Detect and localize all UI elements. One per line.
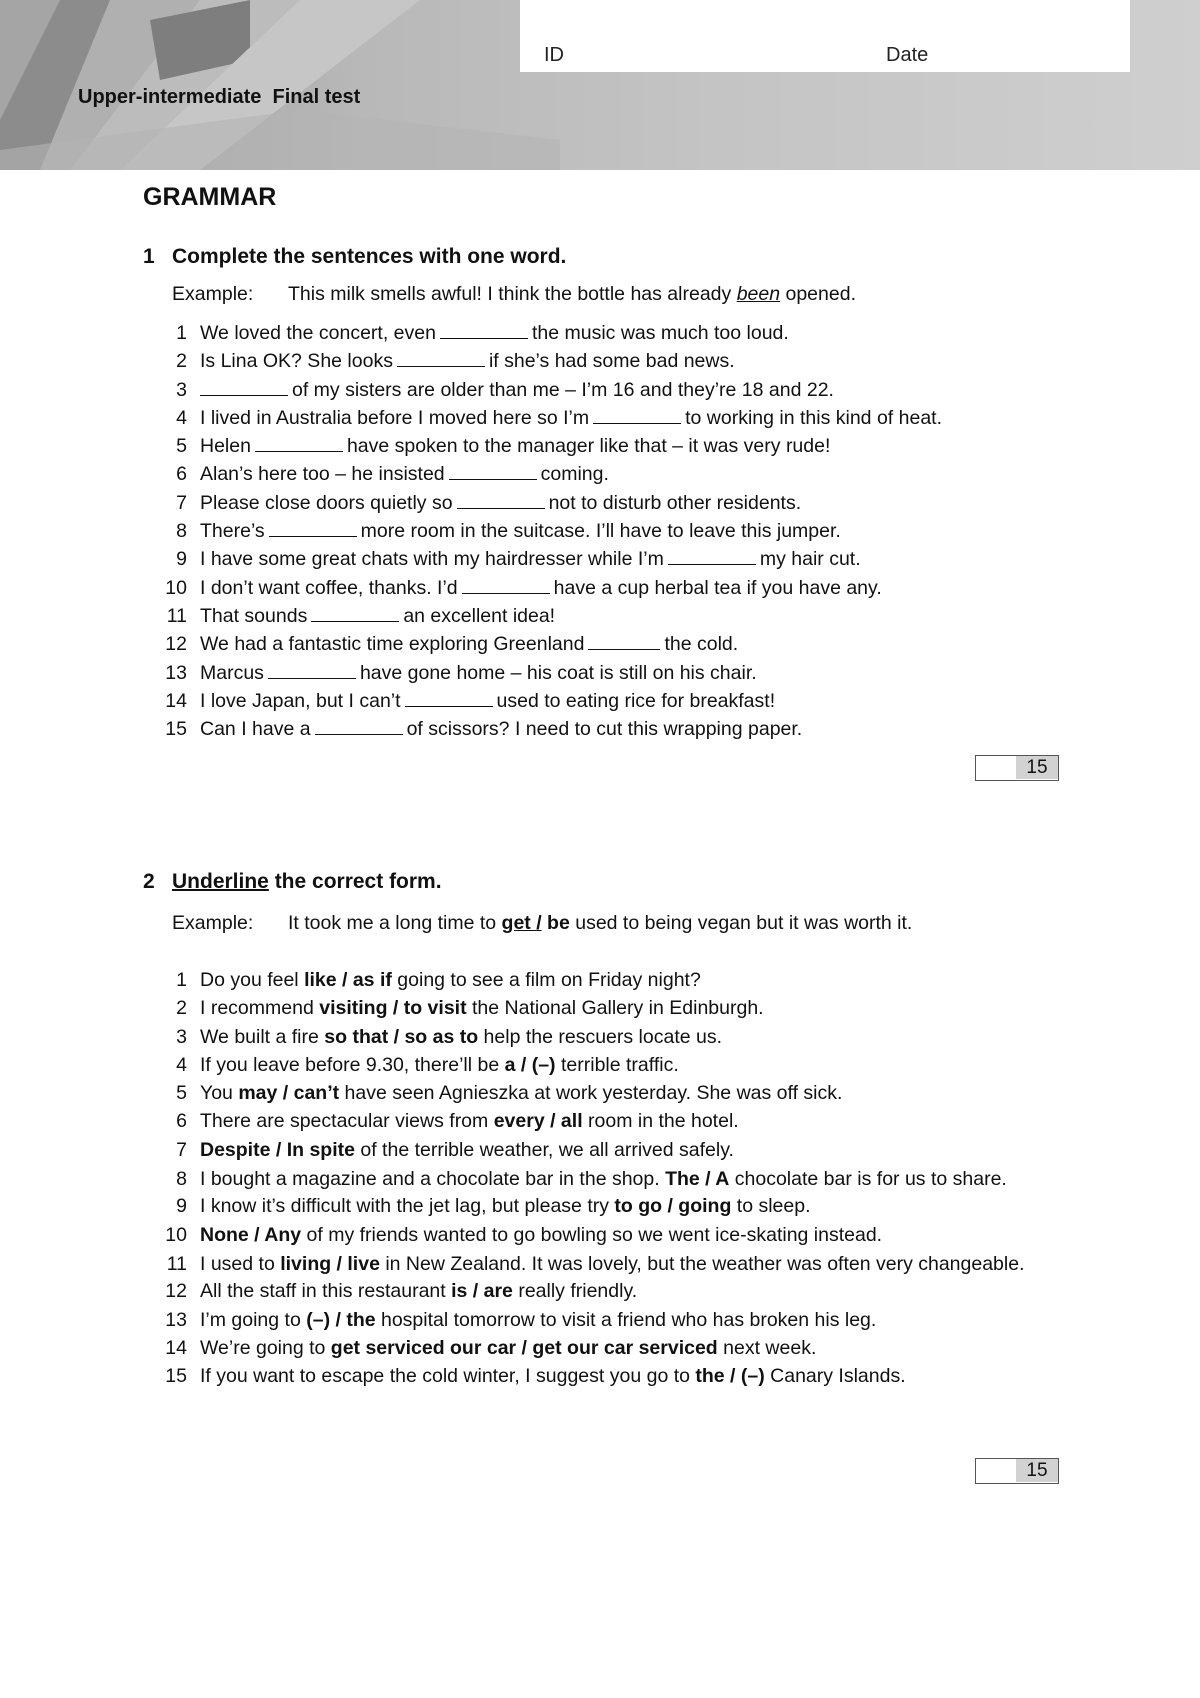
answer-options[interactable]: every / all bbox=[493, 1110, 583, 1133]
gapfill-item bbox=[155, 603, 942, 631]
item-text: There’s more room in the suitcase. I’ll have to leave this jumper. bbox=[200, 520, 841, 543]
item-text: That sounds an excellent idea! bbox=[200, 604, 556, 627]
answer-options[interactable]: may / can’t bbox=[238, 1082, 340, 1105]
answer-blank[interactable] bbox=[449, 463, 537, 480]
gapfill-item bbox=[155, 660, 942, 688]
date-label: Date bbox=[886, 44, 929, 66]
answer-options[interactable]: None / Any bbox=[200, 1223, 302, 1246]
gapfill-item bbox=[155, 716, 942, 744]
item-text: I bought a magazine and a chocolate bar in the shop. The / A chocolate bar is for us to share. bbox=[200, 1168, 1007, 1191]
item-text: Despite / In spite of the terrible weather, we all arrived safely. bbox=[200, 1138, 734, 1161]
item-number: 4 bbox=[176, 406, 187, 429]
id-label: ID bbox=[544, 44, 564, 66]
answer-blank[interactable] bbox=[405, 690, 493, 707]
item-number: 9 bbox=[176, 548, 187, 571]
item-number: 10 bbox=[165, 576, 187, 599]
answer-blank[interactable] bbox=[440, 322, 528, 339]
gapfill-item bbox=[155, 575, 942, 603]
choice-item bbox=[155, 1363, 1105, 1391]
answer-blank[interactable] bbox=[593, 407, 681, 424]
item-number: 13 bbox=[165, 1308, 187, 1331]
answer-options[interactable]: to go / going bbox=[614, 1195, 732, 1218]
item-number: 8 bbox=[176, 1168, 187, 1191]
item-text: I recommend visiting / to visit the National Gallery in Edinburgh. bbox=[200, 997, 764, 1020]
example-answer: been bbox=[736, 283, 781, 305]
answer-options[interactable]: the / (–) bbox=[695, 1365, 765, 1388]
answer-options[interactable]: like / as if bbox=[304, 969, 392, 991]
section-2-items bbox=[155, 967, 1105, 1391]
item-text: Please close doors quietly so not to disturb other residents. bbox=[200, 491, 802, 514]
item-text: You may / can’t have seen Agnieszka at work yesterday. She was off sick. bbox=[200, 1082, 843, 1105]
item-number: 14 bbox=[165, 689, 187, 712]
answer-blank[interactable] bbox=[200, 379, 288, 396]
answer-options[interactable]: Despite / In spite bbox=[200, 1138, 355, 1161]
item-number: 6 bbox=[176, 1110, 187, 1133]
item-text: Do you feel like / as if going to see a film on Friday night? bbox=[200, 969, 701, 991]
item-text: I don’t want coffee, thanks. I’d have a cup herbal tea if you have any. bbox=[200, 576, 882, 599]
section-2-title bbox=[143, 870, 442, 894]
section-2-example: Example: It took me a long time to get / be used to being vegan but it was worth it. bbox=[172, 912, 913, 934]
item-text: I know it’s difficult with the jet lag, but please try to go / going to sleep. bbox=[200, 1195, 811, 1218]
answer-blank[interactable] bbox=[315, 718, 403, 735]
gapfill-item bbox=[155, 348, 942, 376]
item-text: I lived in Australia before I moved here so I’m to working in this kind of heat. bbox=[200, 406, 942, 429]
choice-item bbox=[155, 1307, 1105, 1335]
choice-item bbox=[155, 1108, 1105, 1136]
item-number: 6 bbox=[176, 463, 187, 486]
item-number: 11 bbox=[166, 1252, 187, 1275]
answer-blank[interactable] bbox=[588, 633, 660, 650]
item-number: 7 bbox=[176, 1138, 187, 1161]
gapfill-item bbox=[155, 433, 942, 461]
item-text: I have some great chats with my hairdresser while I’m my hair cut. bbox=[200, 548, 861, 571]
item-text: There are spectacular views from every / all room in the hotel. bbox=[200, 1110, 739, 1133]
item-number: 1 bbox=[176, 969, 187, 991]
item-number: 8 bbox=[176, 520, 187, 543]
gapfill-item bbox=[155, 461, 942, 489]
answer-options[interactable]: The / A bbox=[665, 1168, 730, 1191]
item-text: If you want to escape the cold winter, I suggest you go to the / (–) Canary Islands. bbox=[200, 1365, 906, 1388]
answer-blank[interactable] bbox=[255, 435, 343, 452]
item-text: We’re going to get serviced our car / get our car serviced next week. bbox=[200, 1336, 817, 1359]
item-text: None / Any of my friends wanted to go bowling so we went ice-skating instead. bbox=[200, 1223, 883, 1246]
choice-item bbox=[155, 1193, 1105, 1221]
test-title: Upper-intermediate Final test bbox=[78, 86, 361, 108]
answer-options[interactable]: a / (–) bbox=[504, 1053, 556, 1076]
section-2-number: 2 bbox=[143, 870, 155, 893]
answer-options[interactable]: (–) / the bbox=[306, 1308, 376, 1331]
example-answer: get / bbox=[501, 912, 542, 934]
choice-item bbox=[155, 1278, 1105, 1306]
choice-item bbox=[155, 967, 1105, 995]
item-text: We built a fire so that / so as to help the rescuers locate us. bbox=[200, 1025, 723, 1048]
answer-options[interactable]: get serviced our car / get our car serviced bbox=[330, 1336, 718, 1359]
choice-item bbox=[155, 1024, 1105, 1052]
item-text: of my sisters are older than me – I’m 16 and they’re 18 and 22. bbox=[200, 377, 834, 403]
item-number: 4 bbox=[176, 1053, 187, 1076]
example-label: Example: bbox=[172, 912, 254, 934]
item-text: Marcus have gone home – his coat is still on his chair. bbox=[200, 661, 757, 684]
gapfill-item bbox=[155, 518, 942, 546]
choice-item bbox=[155, 995, 1105, 1023]
item-text: Can I have a of scissors? I need to cut this wrapping paper. bbox=[200, 718, 803, 741]
item-text: All the staff in this restaurant is / are really friendly. bbox=[200, 1280, 638, 1303]
gapfill-item bbox=[155, 546, 942, 574]
item-text: Alan’s here too – he insisted coming. bbox=[200, 463, 609, 486]
answer-blank[interactable] bbox=[269, 520, 357, 537]
answer-blank[interactable] bbox=[397, 350, 485, 367]
choice-item bbox=[155, 1165, 1105, 1193]
item-number: 2 bbox=[176, 997, 187, 1020]
gapfill-item bbox=[155, 688, 942, 716]
section-1-title bbox=[143, 245, 566, 269]
choice-item bbox=[155, 1250, 1105, 1278]
choice-item bbox=[155, 1335, 1105, 1363]
item-text: Helen have spoken to the manager like that – it was very rude! bbox=[200, 435, 831, 458]
section-2-score-box[interactable] bbox=[975, 1458, 1059, 1484]
item-number: 12 bbox=[165, 633, 187, 656]
item-number: 15 bbox=[165, 1365, 187, 1388]
example-label: Example: bbox=[172, 283, 254, 305]
item-number: 5 bbox=[176, 1082, 187, 1105]
answer-blank[interactable] bbox=[462, 577, 550, 594]
item-number: 2 bbox=[176, 350, 187, 373]
choice-item bbox=[155, 1222, 1105, 1250]
section-1-instruction: Complete the sentences with one word. bbox=[172, 245, 567, 268]
answer-options[interactable]: visiting / to visit bbox=[319, 997, 467, 1020]
gapfill-item bbox=[155, 405, 942, 433]
answer-blank[interactable] bbox=[268, 662, 356, 679]
answer-blank[interactable] bbox=[668, 548, 756, 565]
item-number: 11 bbox=[166, 604, 187, 627]
page-header bbox=[0, 0, 1200, 170]
item-number: 12 bbox=[165, 1280, 187, 1303]
item-number: 7 bbox=[176, 491, 187, 514]
section-1-score-box[interactable] bbox=[975, 755, 1059, 781]
item-number: 5 bbox=[176, 435, 187, 458]
item-number: 1 bbox=[176, 322, 187, 344]
choice-item bbox=[155, 1080, 1105, 1108]
choice-item bbox=[155, 1052, 1105, 1080]
item-number: 10 bbox=[165, 1223, 187, 1246]
item-text: I’m going to (–) / the hospital tomorrow to visit a friend who has broken his leg. bbox=[200, 1308, 877, 1331]
item-text: We loved the concert, even the music was much too loud. bbox=[200, 322, 789, 344]
section-2-instruction-underlined: Underline bbox=[172, 870, 269, 893]
gapfill-item bbox=[155, 320, 942, 348]
section-1-number: 1 bbox=[143, 245, 155, 268]
section-1-items bbox=[155, 320, 942, 744]
grammar-heading: GRAMMAR bbox=[143, 183, 277, 211]
item-number: 14 bbox=[165, 1336, 187, 1359]
item-number: 15 bbox=[165, 718, 187, 741]
item-text: I love Japan, but I can’t used to eating rice for breakfast! bbox=[200, 689, 776, 712]
section-1-example: Example: This milk smells awful! I think the bottle has already been opened. bbox=[172, 283, 856, 305]
section-2-instruction: the correct form. bbox=[268, 870, 442, 893]
item-text: Is Lina OK? She looks if she’s had some bad news. bbox=[200, 350, 735, 373]
item-text: We had a fantastic time exploring Greenland the cold. bbox=[200, 633, 739, 656]
gapfill-item bbox=[155, 490, 942, 518]
item-text: I used to living / live in New Zealand. It was lovely, but the weather was often very changeable. bbox=[200, 1252, 1025, 1275]
item-number: 3 bbox=[176, 378, 187, 401]
answer-blank[interactable] bbox=[457, 492, 545, 509]
answer-options[interactable]: is / are bbox=[451, 1280, 513, 1303]
answer-options[interactable]: so that / so as to bbox=[324, 1025, 479, 1048]
item-number: 3 bbox=[176, 1025, 187, 1048]
answer-blank[interactable] bbox=[311, 605, 399, 622]
section-1-score: 15 bbox=[1016, 756, 1058, 779]
gapfill-item bbox=[155, 631, 942, 659]
item-text: If you leave before 9.30, there’ll be a / (–) terrible traffic. bbox=[200, 1053, 679, 1076]
item-number: 9 bbox=[176, 1195, 187, 1218]
item-number: 13 bbox=[165, 661, 187, 684]
choice-item bbox=[155, 1137, 1105, 1165]
id-date-box bbox=[520, 0, 1130, 72]
header-decoration bbox=[0, 0, 560, 170]
answer-options[interactable]: living / live bbox=[280, 1252, 380, 1275]
section-2-score: 15 bbox=[1016, 1459, 1058, 1482]
gapfill-item bbox=[155, 377, 942, 405]
